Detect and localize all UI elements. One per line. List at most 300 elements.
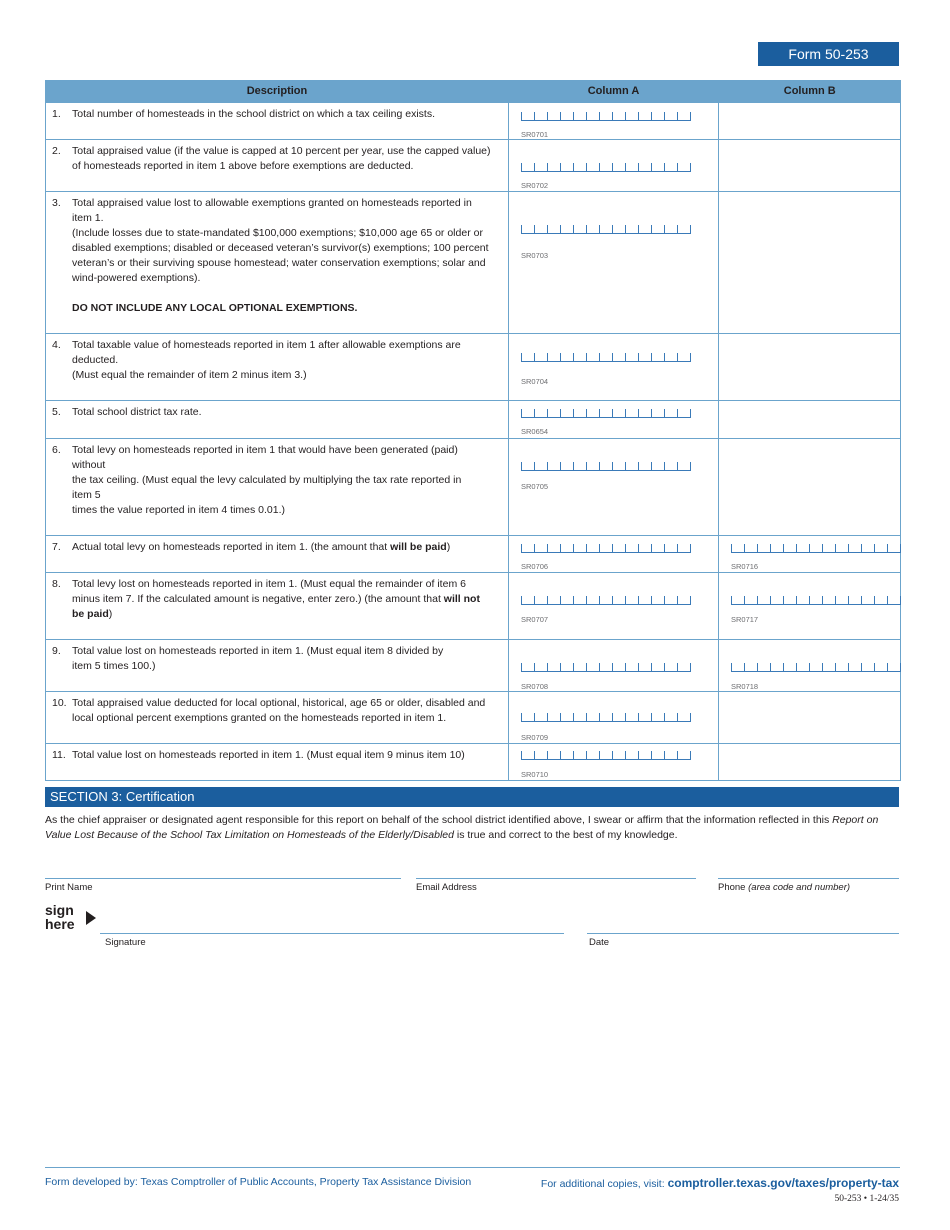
digit-box[interactable] (835, 596, 848, 604)
digit-box[interactable] (887, 544, 901, 552)
digit-box[interactable] (677, 225, 691, 233)
digit-box[interactable] (547, 751, 560, 759)
digit-box[interactable] (586, 112, 599, 120)
digit-box[interactable] (547, 225, 560, 233)
row-number: 4. (52, 339, 61, 351)
digit-box[interactable] (887, 663, 901, 671)
table-row (46, 640, 901, 692)
digit-box[interactable] (534, 112, 547, 120)
row-text-body: Total value lost on homesteads reported in item 1. (Must equal item 8 divided by item 5 times 100.) (72, 645, 444, 672)
row-text-tail: ) (108, 608, 113, 620)
digit-box[interactable] (677, 596, 691, 604)
digit-box[interactable] (599, 462, 612, 470)
cert-text-part2: is true and correct to the best of my knowledge. (453, 829, 678, 841)
digit-box[interactable] (586, 353, 599, 361)
digit-box[interactable] (612, 225, 625, 233)
digit-box[interactable] (625, 751, 638, 759)
digit-box[interactable] (586, 663, 599, 671)
table-row (46, 744, 901, 781)
footer-copies-link[interactable]: comptroller.texas.gov/taxes/property-tax (667, 1176, 899, 1190)
email-field[interactable] (416, 878, 696, 879)
digit-box[interactable] (612, 353, 625, 361)
digit-box[interactable] (560, 544, 573, 552)
phone-label-note: (area code and number) (748, 882, 851, 893)
digit-box[interactable] (638, 112, 651, 120)
field-code: SR0718 (731, 682, 759, 691)
digit-box[interactable] (731, 663, 744, 671)
digit-box[interactable] (521, 462, 534, 470)
digit-box[interactable] (651, 353, 664, 361)
row-text-body: Total school district tax rate. (72, 406, 202, 418)
digit-box[interactable] (664, 225, 677, 233)
column-a-entry-boxes[interactable] (521, 455, 691, 471)
digit-box[interactable] (547, 163, 560, 171)
digit-box[interactable] (677, 751, 691, 759)
column-a-entry-boxes[interactable] (521, 706, 691, 722)
digit-box[interactable] (586, 225, 599, 233)
digit-box[interactable] (664, 353, 677, 361)
row-description (46, 401, 509, 439)
digit-box[interactable] (651, 462, 664, 470)
date-field[interactable] (587, 933, 899, 934)
here-text: here (45, 916, 75, 932)
digit-box[interactable] (599, 713, 612, 721)
digit-box[interactable] (547, 663, 560, 671)
homestead-value-table (45, 80, 901, 781)
digit-box[interactable] (796, 544, 809, 552)
digit-box[interactable] (599, 663, 612, 671)
digit-box[interactable] (521, 409, 534, 417)
column-a-cell (509, 692, 719, 744)
cert-text-part1: As the chief appraiser or designated agent responsible for this report on behalf of the school district identified above, I swear or affirm that the information reflected in this (45, 814, 833, 826)
digit-box[interactable] (677, 409, 691, 417)
digit-box[interactable] (521, 163, 534, 171)
column-a-entry-boxes[interactable] (521, 156, 691, 172)
digit-box[interactable] (638, 163, 651, 171)
digit-box[interactable] (521, 544, 534, 552)
field-code: SR0716 (731, 562, 759, 571)
table-row (46, 692, 901, 744)
field-code: SR0654 (521, 427, 549, 436)
digit-box[interactable] (651, 225, 664, 233)
digit-box[interactable] (874, 596, 887, 604)
digit-box[interactable] (822, 596, 835, 604)
digit-box[interactable] (677, 663, 691, 671)
column-b-cell (719, 692, 901, 744)
digit-box[interactable] (560, 112, 573, 120)
digit-box[interactable] (560, 713, 573, 721)
digit-box[interactable] (677, 353, 691, 361)
footer-rule (45, 1167, 900, 1168)
digit-box[interactable] (638, 544, 651, 552)
digit-box[interactable] (534, 462, 547, 470)
digit-box[interactable] (664, 112, 677, 120)
digit-box[interactable] (573, 462, 586, 470)
digit-box[interactable] (651, 751, 664, 759)
column-b-entry-boxes[interactable] (731, 656, 901, 672)
digit-box[interactable] (521, 713, 534, 721)
digit-box[interactable] (534, 713, 547, 721)
row-text (72, 577, 500, 622)
digit-box[interactable] (625, 713, 638, 721)
digit-box[interactable] (664, 163, 677, 171)
row-description (46, 573, 509, 640)
field-code: SR0710 (521, 770, 549, 779)
table-row (46, 439, 901, 536)
row-description (46, 640, 509, 692)
digit-box[interactable] (848, 596, 861, 604)
digit-box[interactable] (625, 112, 638, 120)
column-a-cell (509, 140, 719, 192)
digit-box[interactable] (664, 713, 677, 721)
signature-field[interactable] (100, 933, 564, 934)
digit-box[interactable] (612, 663, 625, 671)
digit-box[interactable] (534, 409, 547, 417)
digit-box[interactable] (638, 353, 651, 361)
digit-box[interactable] (861, 544, 874, 552)
digit-box[interactable] (625, 409, 638, 417)
digit-box[interactable] (547, 462, 560, 470)
field-code: SR0709 (521, 733, 549, 742)
digit-box[interactable] (677, 112, 691, 120)
digit-box[interactable] (744, 544, 757, 552)
digit-box[interactable] (664, 544, 677, 552)
digit-box[interactable] (521, 353, 534, 361)
column-a-entry-boxes[interactable] (521, 402, 691, 418)
digit-box[interactable] (612, 112, 625, 120)
column-a-entry-boxes[interactable] (521, 346, 691, 362)
digit-box[interactable] (599, 751, 612, 759)
digit-box[interactable] (770, 596, 783, 604)
digit-box[interactable] (783, 663, 796, 671)
table-row (46, 192, 901, 334)
digit-box[interactable] (534, 596, 547, 604)
row-text (72, 644, 500, 674)
column-b-cell (719, 536, 901, 573)
row-text-body: Total appraised value deducted for local optional, historical, age 65 or older, disabled and local optional percent exemptions granted on the homesteads reported in item 1. (72, 697, 486, 724)
column-a-entry-boxes[interactable] (521, 537, 691, 553)
digit-box[interactable] (521, 663, 534, 671)
digit-box[interactable] (573, 596, 586, 604)
column-a-entry-boxes[interactable] (521, 656, 691, 672)
row-text (72, 748, 500, 763)
digit-box[interactable] (822, 544, 835, 552)
form-number-badge: Form 50-253 (758, 42, 899, 66)
digit-box[interactable] (599, 112, 612, 120)
digit-box[interactable] (547, 596, 560, 604)
print-name-label: Print Name (45, 882, 93, 893)
column-a-cell (509, 744, 719, 781)
digit-box[interactable] (861, 663, 874, 671)
row-number: 6. (52, 444, 61, 456)
digit-box[interactable] (783, 544, 796, 552)
digit-box[interactable] (560, 409, 573, 417)
row-text-body: Total levy lost on homesteads reported in item 1. (Must equal the remainder of item 6 minus item 7. If the calculated amount is negative, enter zero.) (the amount that (72, 578, 466, 605)
digit-box[interactable] (586, 751, 599, 759)
digit-box[interactable] (625, 596, 638, 604)
digit-box[interactable] (770, 544, 783, 552)
digit-box[interactable] (770, 663, 783, 671)
digit-box[interactable] (638, 225, 651, 233)
digit-box[interactable] (638, 409, 651, 417)
row-text (72, 443, 500, 518)
column-b-cell (719, 744, 901, 781)
row-number: 10. (52, 697, 67, 709)
digit-box[interactable] (874, 663, 887, 671)
date-label: Date (589, 937, 610, 948)
digit-box[interactable] (677, 713, 691, 721)
digit-box[interactable] (573, 544, 586, 552)
digit-box[interactable] (887, 596, 901, 604)
digit-box[interactable] (625, 353, 638, 361)
digit-box[interactable] (547, 544, 560, 552)
row-text-body: Actual total levy on homesteads reported in item 1. (the amount that (72, 541, 391, 553)
digit-box[interactable] (586, 409, 599, 417)
digit-box[interactable] (638, 751, 651, 759)
digit-box[interactable] (586, 163, 599, 171)
row-bold-note: DO NOT INCLUDE ANY LOCAL OPTIONAL EXEMPTIONS. (72, 302, 358, 314)
column-b-cell (719, 573, 901, 640)
digit-box[interactable] (874, 544, 887, 552)
digit-box[interactable] (560, 353, 573, 361)
row-text-body: Total levy on homesteads reported in item 1 that would have been generated (paid) without the tax ceiling. (Must equal the levy calculated by multiplying the tax rate reported in item 5 times the value reported in item 4 times 0.01.) (72, 444, 462, 516)
row-description (46, 334, 509, 401)
field-code: SR0702 (521, 181, 549, 190)
digit-box[interactable] (560, 462, 573, 470)
digit-box[interactable] (822, 663, 835, 671)
column-a-entry-boxes[interactable] (521, 105, 691, 121)
digit-box[interactable] (547, 409, 560, 417)
certification-text (45, 813, 900, 843)
digit-box[interactable] (677, 163, 691, 171)
digit-box[interactable] (848, 663, 861, 671)
digit-box[interactable] (586, 462, 599, 470)
digit-box[interactable] (664, 751, 677, 759)
digit-box[interactable] (534, 544, 547, 552)
digit-box[interactable] (625, 225, 638, 233)
email-label: Email Address (416, 882, 477, 893)
row-description (46, 536, 509, 573)
header-column-b: Column B (719, 80, 901, 103)
digit-box[interactable] (560, 663, 573, 671)
digit-box[interactable] (534, 353, 547, 361)
row-text (72, 405, 500, 420)
phone-field[interactable] (718, 878, 899, 879)
row-number: 11. (52, 749, 66, 761)
digit-box[interactable] (534, 751, 547, 759)
digit-box[interactable] (638, 596, 651, 604)
digit-box[interactable] (757, 596, 770, 604)
digit-box[interactable] (809, 663, 822, 671)
cert-report-title: Report on Value Lost Because of the School Tax Limitation on Homesteads of the Elderly/Disabled (45, 814, 879, 841)
digit-box[interactable] (796, 596, 809, 604)
digit-box[interactable] (521, 751, 534, 759)
digit-box[interactable] (599, 596, 612, 604)
header-description: Description (46, 80, 509, 103)
digit-box[interactable] (677, 544, 691, 552)
print-name-field[interactable] (45, 878, 401, 879)
digit-box[interactable] (612, 596, 625, 604)
digit-box[interactable] (796, 663, 809, 671)
digit-box[interactable] (677, 462, 691, 470)
column-a-entry-boxes[interactable] (521, 218, 691, 234)
digit-box[interactable] (809, 596, 822, 604)
digit-box[interactable] (599, 225, 612, 233)
row-number: 7. (52, 541, 61, 553)
digit-box[interactable] (835, 544, 848, 552)
column-b-cell (719, 192, 901, 334)
digit-box[interactable] (534, 225, 547, 233)
digit-box[interactable] (651, 713, 664, 721)
digit-box[interactable] (625, 663, 638, 671)
column-a-cell (509, 640, 719, 692)
row-number: 5. (52, 406, 61, 418)
digit-box[interactable] (612, 409, 625, 417)
column-a-entry-boxes[interactable] (521, 744, 691, 760)
row-text-tail: ) (446, 541, 451, 553)
sign-arrow-icon (86, 911, 96, 925)
phone-label (718, 882, 850, 893)
digit-box[interactable] (560, 596, 573, 604)
column-b-cell (719, 401, 901, 439)
phone-label-text: Phone (718, 882, 746, 893)
field-code: SR0704 (521, 377, 549, 386)
digit-box[interactable] (731, 596, 744, 604)
digit-box[interactable] (638, 713, 651, 721)
digit-box[interactable] (651, 596, 664, 604)
column-a-cell (509, 401, 719, 439)
digit-box[interactable] (599, 163, 612, 171)
digit-box[interactable] (560, 225, 573, 233)
digit-box[interactable] (757, 544, 770, 552)
digit-box[interactable] (664, 663, 677, 671)
row-description (46, 103, 509, 140)
column-a-cell (509, 103, 719, 140)
sign-text: sign (45, 902, 74, 918)
digit-box[interactable] (638, 663, 651, 671)
field-code: SR0703 (521, 251, 549, 260)
column-a-cell (509, 192, 719, 334)
digit-box[interactable] (835, 663, 848, 671)
table-row (46, 573, 901, 640)
row-text-body: Total appraised value lost to allowable exemptions granted on homesteads reported in item 1. (Include losses due to state-mandated $100,000 exemptions; $10,000 age 65 or older or disabled exemptions; disabled or deceased veteran’s survivor(s) exemptions; 100 percent veteran’s or their surviving spouse homestead; water conservation exemptions; solar and wind-powered exemptions). (72, 197, 489, 284)
row-text-body: Total taxable value of homesteads reported in item 1 after allowable exemptions are deducted. (Must equal the remainder of item 2 minus item 3.) (72, 339, 461, 381)
digit-box[interactable] (521, 596, 534, 604)
row-text (72, 144, 500, 174)
column-b-cell (719, 140, 901, 192)
column-b-cell (719, 640, 901, 692)
field-code: SR0708 (521, 682, 549, 691)
column-b-cell (719, 439, 901, 536)
column-a-cell (509, 536, 719, 573)
digit-box[interactable] (612, 163, 625, 171)
digit-box[interactable] (731, 544, 744, 552)
digit-box[interactable] (586, 544, 599, 552)
digit-box[interactable] (547, 713, 560, 721)
digit-box[interactable] (612, 751, 625, 759)
digit-box[interactable] (599, 409, 612, 417)
digit-box[interactable] (861, 596, 874, 604)
digit-box[interactable] (573, 751, 586, 759)
digit-box[interactable] (744, 663, 757, 671)
header-column-a: Column A (509, 80, 719, 103)
column-a-cell (509, 573, 719, 640)
column-b-entry-boxes[interactable] (731, 537, 901, 553)
digit-box[interactable] (534, 163, 547, 171)
digit-box[interactable] (521, 112, 534, 120)
digit-box[interactable] (744, 596, 757, 604)
digit-box[interactable] (612, 544, 625, 552)
table-row (46, 536, 901, 573)
digit-box[interactable] (573, 409, 586, 417)
sign-here-marker (45, 903, 75, 931)
digit-box[interactable] (664, 462, 677, 470)
row-text-emphasis: will be paid (390, 541, 447, 553)
digit-box[interactable] (573, 713, 586, 721)
digit-box[interactable] (573, 112, 586, 120)
digit-box[interactable] (521, 225, 534, 233)
digit-box[interactable] (651, 544, 664, 552)
digit-box[interactable] (547, 353, 560, 361)
digit-box[interactable] (651, 663, 664, 671)
digit-box[interactable] (573, 163, 586, 171)
row-number: 9. (52, 645, 61, 657)
column-b-cell (719, 334, 901, 401)
digit-box[interactable] (664, 409, 677, 417)
row-description (46, 744, 509, 781)
digit-box[interactable] (547, 112, 560, 120)
row-text (72, 196, 500, 316)
footer-form-code: 50-253 • 1-24/35 (834, 1194, 899, 1204)
digit-box[interactable] (560, 751, 573, 759)
digit-box[interactable] (757, 663, 770, 671)
row-number: 3. (52, 197, 61, 209)
field-code: SR0705 (521, 482, 549, 491)
digit-box[interactable] (534, 663, 547, 671)
table-header-row (46, 80, 901, 103)
digit-box[interactable] (625, 544, 638, 552)
digit-box[interactable] (586, 596, 599, 604)
digit-box[interactable] (625, 163, 638, 171)
column-b-entry-boxes[interactable] (731, 589, 901, 605)
digit-box[interactable] (586, 713, 599, 721)
digit-box[interactable] (612, 713, 625, 721)
digit-box[interactable] (848, 544, 861, 552)
digit-box[interactable] (573, 225, 586, 233)
digit-box[interactable] (651, 163, 664, 171)
digit-box[interactable] (664, 596, 677, 604)
table-row (46, 103, 901, 140)
digit-box[interactable] (612, 462, 625, 470)
column-b-cell (719, 103, 901, 140)
digit-box[interactable] (783, 596, 796, 604)
digit-box[interactable] (651, 112, 664, 120)
digit-box[interactable] (599, 353, 612, 361)
digit-box[interactable] (651, 409, 664, 417)
column-a-cell (509, 439, 719, 536)
footer-copies-prefix: For additional copies, visit: (540, 1178, 668, 1190)
digit-box[interactable] (638, 462, 651, 470)
digit-box[interactable] (573, 663, 586, 671)
section-3-title: SECTION 3: Certification (45, 787, 899, 807)
digit-box[interactable] (625, 462, 638, 470)
digit-box[interactable] (560, 163, 573, 171)
digit-box[interactable] (809, 544, 822, 552)
column-a-entry-boxes[interactable] (521, 589, 691, 605)
digit-box[interactable] (599, 544, 612, 552)
row-number: 8. (52, 578, 61, 590)
digit-box[interactable] (573, 353, 586, 361)
